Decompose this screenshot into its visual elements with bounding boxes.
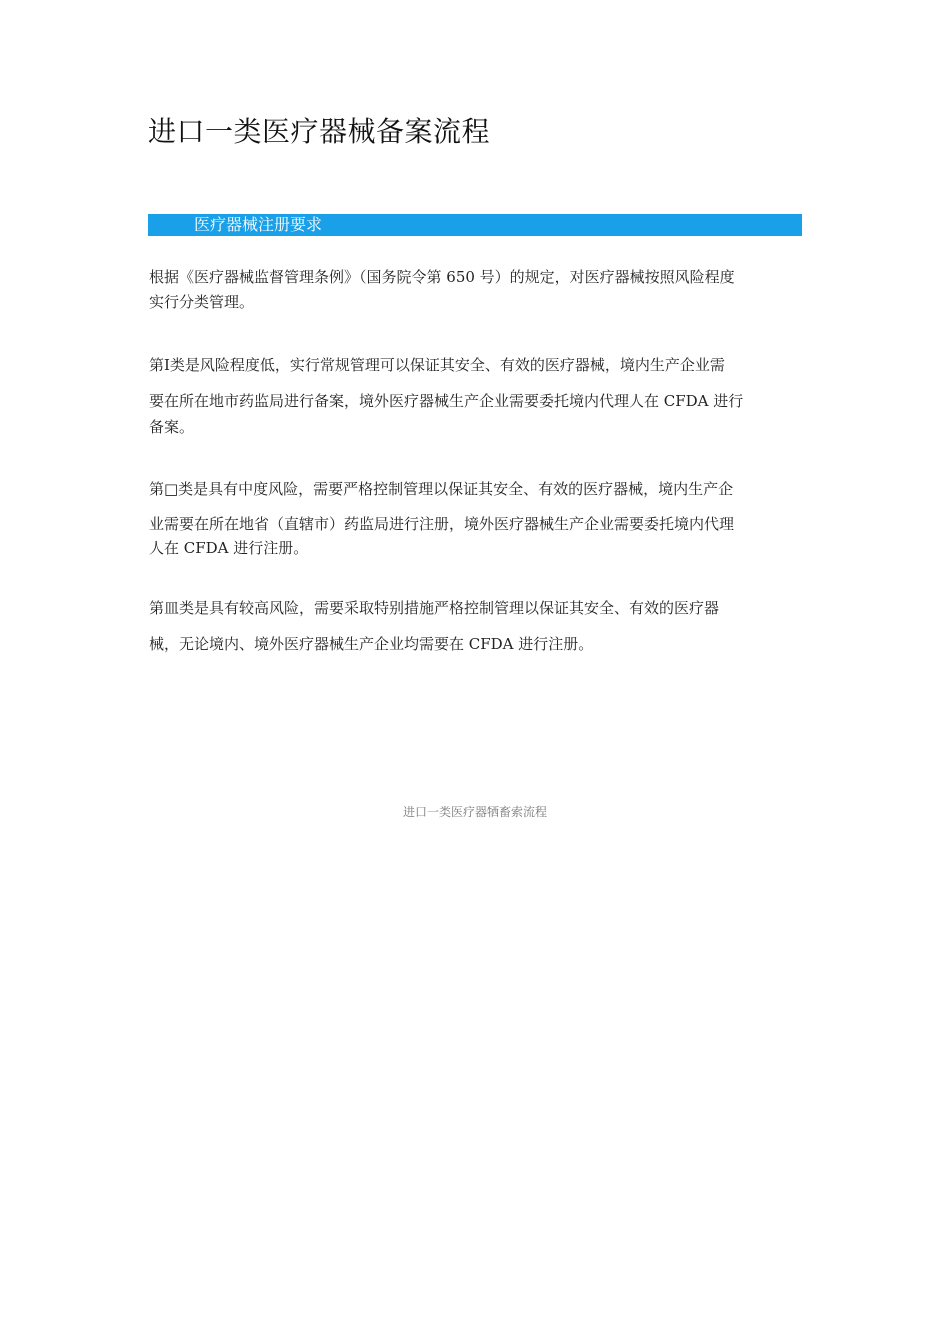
- paragraph-line: 实行分类管理。: [149, 293, 255, 311]
- section-heading: 医疗器械注册要求: [194, 215, 323, 234]
- paragraph-regulation: [149, 266, 803, 312]
- paragraph-line: 第□类是具有中度风险，需要严格控制管理以保证其安全、有效的医疗器械，境内生产企: [149, 480, 734, 498]
- paragraph-line: 根据《医疗器械监督管理条例》（国务院令第 650 号）的规定，对医疗器械按照风险程度: [149, 268, 735, 286]
- section-heading-bar: [148, 214, 802, 236]
- paragraph-line: 人在 CFDA 进行注册。: [149, 539, 309, 557]
- paragraph-line: 要在所在地市药监局进行备案，境外医疗器械生产企业需要委托境内代理人在 CFDA 进行: [149, 392, 744, 410]
- page-footer: 进口一类医疗器牺畜索流程: [402, 805, 547, 819]
- paragraph-class-3: [149, 597, 803, 657]
- page-title: 进口一类医疗器械备案流程: [148, 115, 491, 148]
- paragraph-class-2: [149, 478, 803, 562]
- paragraph-class-1: [149, 354, 803, 438]
- paragraph-line: 第皿类是具有较高风险，需要采取特别措施严格控制管理以保证其安全、有效的医疗器: [149, 599, 720, 617]
- paragraph-line: 械，无论境内、境外医疗器械生产企业均需要在 CFDA 进行注册。: [149, 635, 594, 653]
- paragraph-line: 第Ⅰ类是风险程度低，实行常规管理可以保证其安全、有效的医疗器械，境内生产企业需: [149, 356, 725, 374]
- paragraph-line: 业需要在所在地省（直辖市）药监局进行注册，境外医疗器械生产企业需要委托境内代理: [149, 515, 735, 533]
- paragraph-line: 备案。: [149, 418, 195, 436]
